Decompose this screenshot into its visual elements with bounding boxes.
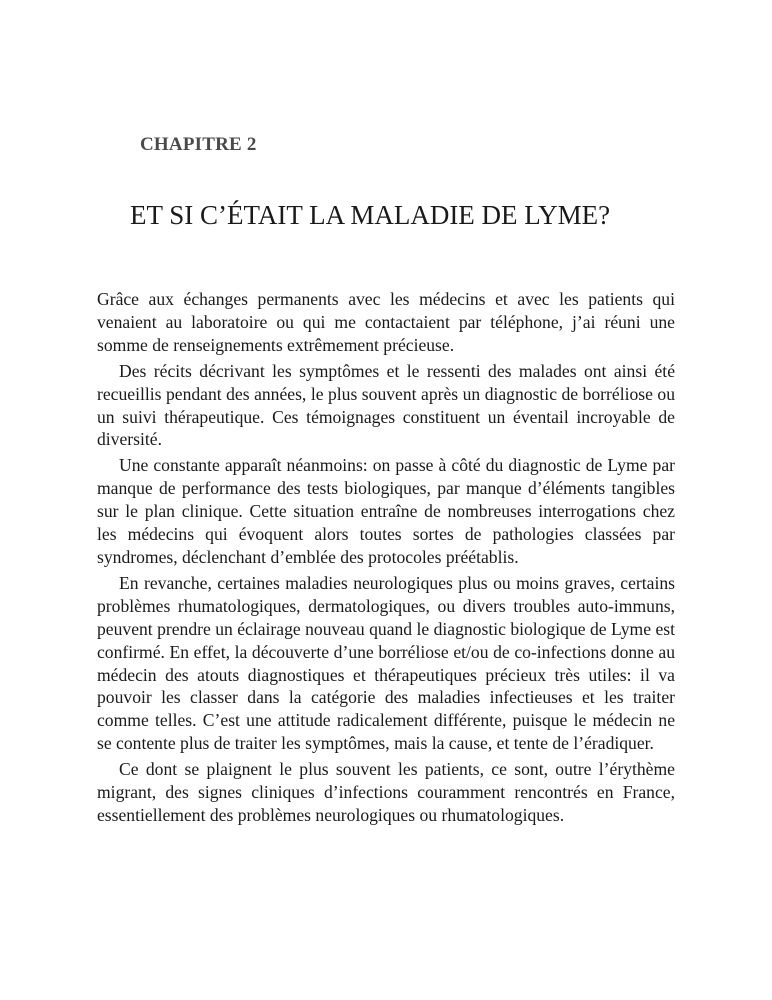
paragraph-3: Une constante apparaît néanmoins: on passe à côté du diagnostic de Lyme par manque de performance des tests biologiques, par manque d’éléments tangibles sur le plan clinique. Cette situation entraîne de nombreuses interrogations chez les médecins qui évoquent alors toutes sortes de pathologies classées par syndromes, déclenchant d’emblée des protocoles préétablis. <box>97 455 675 567</box>
paragraph-1: Grâce aux échanges permanents avec les médecins et avec les patients qui venaient au laboratoire ou qui me contactaient par téléphone, j’ai réuni une somme de renseignements extrêmement précieuse. <box>97 289 675 355</box>
paragraph-4: En revanche, certaines maladies neurologiques plus ou moins graves, certains problèmes rhumatologiques, dermatologiques, ou divers troubles auto-immuns, peuvent prendre un éclairage nouveau quand le diagnostic biologique de Lyme est confirmé. En effet, la découverte d’une borréliose et/ou de co-infections donne au médecin des atouts diagnostiques et thérapeutiques précieux très utiles: il va pouvoir les classer dans la catégorie des maladies infectieuses et les traiter comme telles. C’est une attitude radicalement différente, puisque le médecin ne se contente plus de traiter les symptômes, mais la cause, et tente de l’éradiquer. <box>97 572 675 754</box>
paragraph-2: Des récits décrivant les symptômes et le ressenti des malades ont ainsi été recueillis pendant des années, le plus souvent après un diagnostic de borréliose ou un suivi thérapeutique. Ces témoignages constituent un éventail incroyable de diversité. <box>97 360 675 450</box>
body-text <box>97 288 675 830</box>
chapter-title: ET SI C’ÉTAIT LA MALADIE DE LYME? <box>130 200 611 230</box>
paragraph-5: Ce dont se plaignent le plus souvent les patients, ce sont, outre l’érythème migrant, des signes cliniques d’infections couramment rencontrés en France, essentiellement des problèmes neurologiques ou rhumatologiques. <box>97 759 675 825</box>
chapter-label: CHAPITRE 2 <box>140 134 257 155</box>
